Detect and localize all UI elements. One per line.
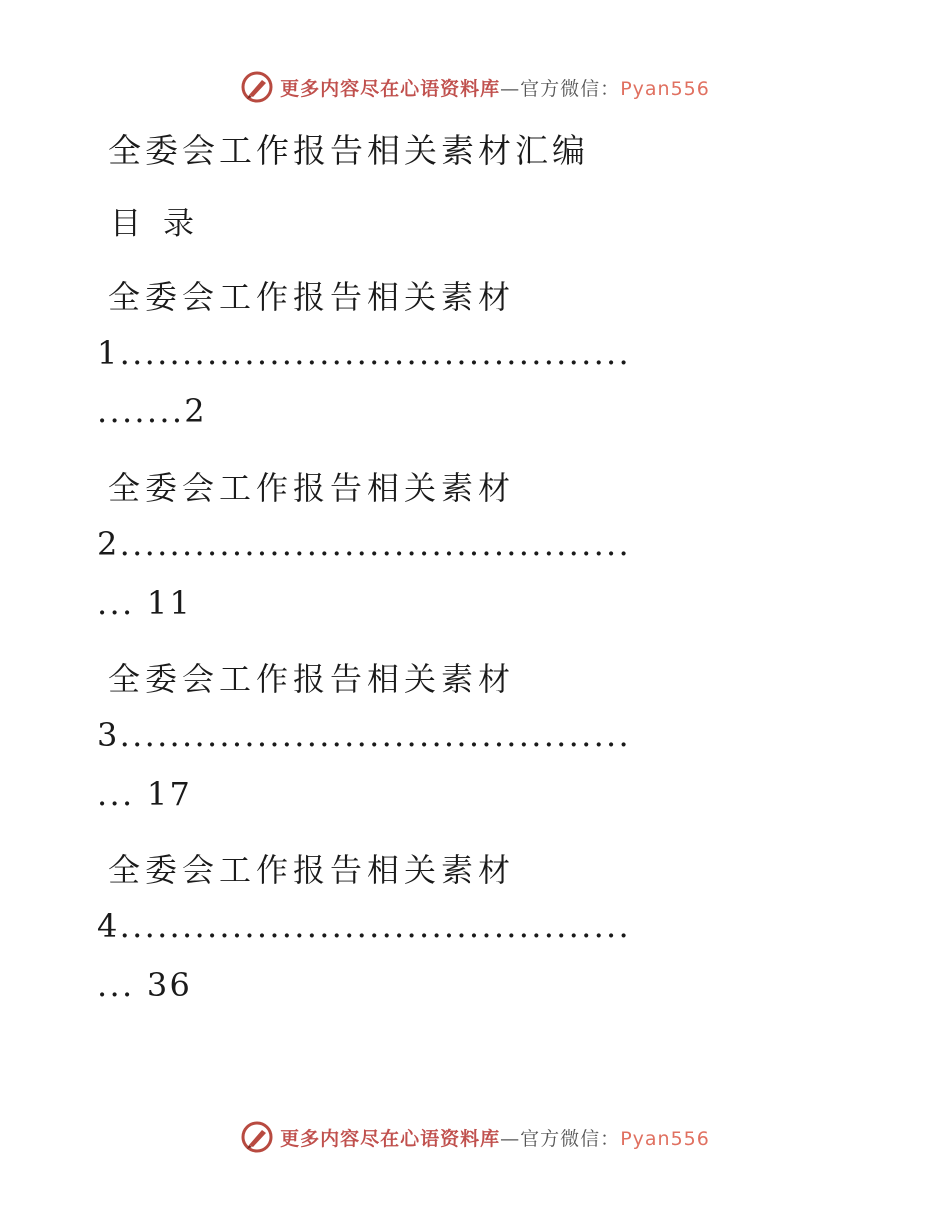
toc-entry-leader: 4......................................... [97, 907, 632, 945]
toc-entry-page: .......2 [97, 392, 207, 430]
watermark-wechat-label: 官方微信： [520, 77, 621, 100]
toc-entry-title[interactable]: 全委会工作报告相关素材 [108, 851, 516, 889]
toc-entry-leader: 2......................................... [97, 525, 632, 563]
toc-entry-leader: 3......................................... [97, 716, 632, 754]
toc-entry-title[interactable]: 全委会工作报告相关素材 [108, 660, 516, 698]
toc-entry-title[interactable]: 全委会工作报告相关素材 [108, 278, 516, 316]
toc-entry-page: ... 11 [97, 584, 193, 622]
watermark-main-text: 更多内容尽在心语资料库 [280, 77, 501, 100]
watermark-wechat-id: Pyan556 [620, 77, 710, 100]
watermark-banner-bottom [0, 1120, 950, 1154]
toc-heading-char-2: 录 [163, 206, 194, 242]
pen-logo-icon [240, 70, 274, 104]
toc-entry-title[interactable]: 全委会工作报告相关素材 [108, 469, 516, 507]
watermark-banner-top [0, 70, 950, 104]
toc-heading-char-1: 目 [110, 206, 141, 242]
pen-logo-icon [240, 1120, 274, 1154]
watermark-dash: — [500, 1127, 521, 1150]
document-title: 全委会工作报告相关素材汇编 [108, 131, 589, 170]
toc-entry-page: ... 17 [97, 775, 193, 813]
watermark-wechat-id: Pyan556 [620, 1127, 710, 1150]
watermark-wechat-label: 官方微信： [520, 1127, 621, 1150]
watermark-main-text: 更多内容尽在心语资料库 [280, 1127, 501, 1150]
watermark-text [280, 1124, 710, 1151]
watermark-dash: — [500, 77, 521, 100]
watermark-text [280, 74, 710, 101]
toc-entry-leader: 1......................................... [97, 334, 632, 372]
toc-entry-page: ... 36 [97, 966, 193, 1004]
toc-heading [110, 198, 216, 243]
